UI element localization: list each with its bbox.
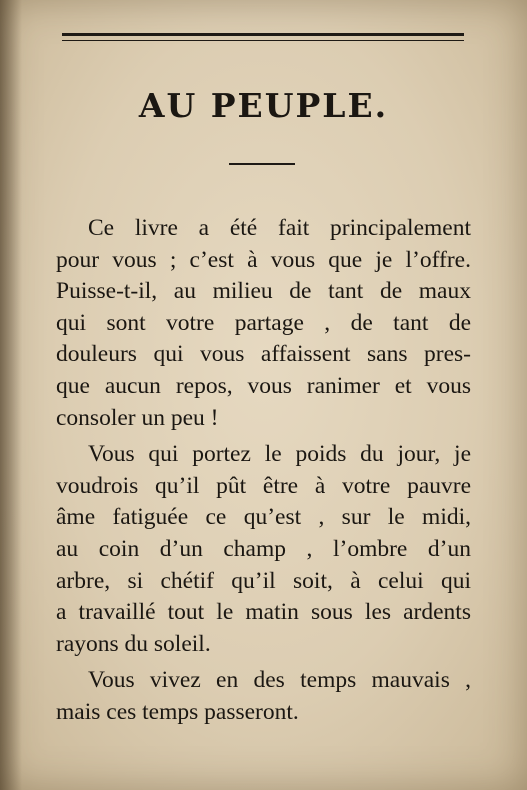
- text-line: Vous vivez en des temps mauvais ,: [88, 667, 471, 694]
- text-line: au coin d’un champ , l’ombre d’un: [56, 535, 471, 562]
- text-line: arbre, si chétif qu’il soit, à celui qui: [56, 567, 471, 594]
- text-line: qui sont votre partage , de tant de: [56, 309, 471, 336]
- text-line: consoler un peu !: [56, 404, 219, 431]
- text-line: mais ces temps passeront.: [56, 698, 299, 725]
- text-line: voudrois qu’il pût être à votre pauvre: [56, 472, 471, 499]
- text-line: Puisse-t-il, au milieu de tant de maux: [56, 278, 471, 305]
- text-line: Vous qui portez le poids du jour, je: [88, 441, 471, 468]
- text-line: a travaillé tout le matin sous les ardents: [56, 599, 471, 626]
- page-title: AU PEUPLE.: [138, 86, 389, 125]
- text-line: pour vous ; c’est à vous que je l’offre.: [56, 246, 471, 273]
- text-line: âme fatiguée ce qu’est , sur le midi,: [56, 504, 471, 531]
- text-line: que aucun repos, vous ranimer et vous: [56, 372, 471, 399]
- text-line: douleurs qui vous affaissent sans pres-: [56, 341, 471, 368]
- text-line: Ce livre a été fait principalement: [88, 215, 471, 241]
- top-rule-thin: [62, 40, 464, 41]
- text-line: rayons du soleil.: [56, 630, 211, 657]
- top-rule-thick: [62, 33, 464, 36]
- title-rule: [229, 163, 295, 165]
- body-text: [56, 213, 471, 729]
